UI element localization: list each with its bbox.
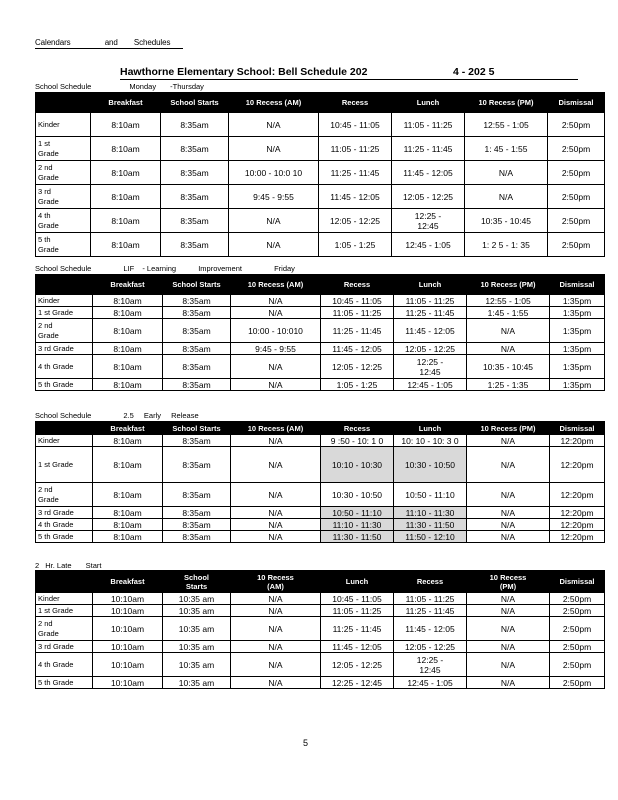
cell-10-recess-am: N/A — [229, 137, 319, 161]
cell-10-recess-pm: N/A — [467, 617, 550, 641]
label-part: Improvement — [198, 264, 242, 273]
label-part: Hr. Late — [45, 561, 72, 570]
section-label — [35, 82, 204, 91]
cell-10-recess-am: 9:45 - 9:55 — [231, 343, 321, 355]
cell-lunch: 11:45 - 12:05 — [392, 161, 465, 185]
cell-lunch: 12:05 - 12:25 — [392, 185, 465, 209]
cell-lunch: 11:50 - 12:10 — [394, 531, 467, 543]
grade-cell: Kinder — [36, 593, 93, 605]
table-row — [36, 295, 605, 307]
cell-10-recess-pm: 1: 45 - 1:55 — [465, 137, 548, 161]
header-word: Schedules — [133, 38, 171, 47]
page-title — [120, 66, 578, 80]
cell-lunch: 12:45 - 1:05 — [394, 379, 467, 391]
cell-dismissal: 2:50pm — [548, 185, 605, 209]
cell-breakfast: 8:10am — [91, 209, 161, 233]
column-header-lunch: Lunch — [392, 93, 465, 113]
label-part: Start — [85, 561, 102, 570]
cell-dismissal: 2:50pm — [548, 137, 605, 161]
cell-10-recess-am: N/A — [231, 355, 321, 379]
label-part: 2 — [35, 561, 40, 570]
cell-recess: 11:05 - 11:25 — [319, 137, 392, 161]
cell-10-recess-pm: 1: 2 5 - 1: 35 — [465, 233, 548, 257]
cell-dismissal: 12:20pm — [550, 507, 605, 519]
cell-lunch: 10:45 - 11:05 — [321, 593, 394, 605]
cell-school-starts: 8:35am — [161, 161, 229, 185]
cell-dismissal: 1:35pm — [550, 343, 605, 355]
cell-lunch: 12:05 - 12:25 — [394, 343, 467, 355]
grade-cell: 4 th Grade — [36, 209, 91, 233]
cell-lunch: 11:05 - 11:25 — [392, 113, 465, 137]
cell-10-recess-pm: N/A — [467, 319, 550, 343]
cell-10-recess-pm: 10:35 - 10:45 — [465, 209, 548, 233]
cell-breakfast: 8:10am — [93, 507, 163, 519]
column-header-lunch: Lunch — [394, 275, 467, 295]
cell-10-recess-am: N/A — [231, 435, 321, 447]
cell-dismissal: 2:50pm — [550, 677, 605, 689]
cell-dismissal: 1:35pm — [550, 295, 605, 307]
cell-10-recess-pm: N/A — [467, 593, 550, 605]
cell-dismissal: 2:50pm — [550, 605, 605, 617]
cell-dismissal: 12:20pm — [550, 531, 605, 543]
cell-breakfast: 8:10am — [93, 379, 163, 391]
cell-lunch: 11:10 - 11:30 — [394, 507, 467, 519]
label-part: School Schedule — [35, 264, 92, 273]
cell-dismissal: 2:50pm — [550, 617, 605, 641]
cell-breakfast: 8:10am — [91, 137, 161, 161]
cell-recess: 10:30 - 10:50 — [321, 483, 394, 507]
grade-cell: 3 rd Grade — [36, 185, 91, 209]
cell-10-recess-am: N/A — [231, 593, 321, 605]
cell-school-starts: 8:35am — [163, 295, 231, 307]
grade-cell: 5 th Grade — [36, 531, 93, 543]
column-header-10-recess-am: 10 Recess (AM) — [231, 275, 321, 295]
cell-lunch: 11:30 - 11:50 — [394, 519, 467, 531]
cell-recess: 12:45 - 1:05 — [394, 677, 467, 689]
table-row — [36, 137, 605, 161]
cell-10-recess-pm: N/A — [467, 653, 550, 677]
cell-school-starts: 10:35 am — [163, 605, 231, 617]
cell-10-recess-pm: N/A — [467, 507, 550, 519]
cell-lunch: 12:25 - 12:45 — [321, 677, 394, 689]
cell-10-recess-pm: N/A — [467, 531, 550, 543]
header-row — [36, 275, 605, 295]
cell-10-recess-pm: 12:55 - 1:05 — [467, 295, 550, 307]
cell-school-starts: 8:35am — [163, 447, 231, 483]
cell-lunch: 12:05 - 12:25 — [321, 653, 394, 677]
cell-lunch: 10:30 - 10:50 — [394, 447, 467, 483]
cell-dismissal: 2:50pm — [548, 233, 605, 257]
cell-10-recess-am: N/A — [229, 113, 319, 137]
cell-10-recess-am: 9:45 - 9:55 — [229, 185, 319, 209]
cell-10-recess-am: N/A — [231, 519, 321, 531]
label-part: Release — [171, 411, 199, 420]
section-label — [35, 561, 101, 570]
table-row — [36, 507, 605, 519]
column-header-breakfast: Breakfast — [93, 275, 163, 295]
cell-school-starts: 8:35am — [163, 435, 231, 447]
cell-school-starts: 10:35 am — [163, 593, 231, 605]
cell-breakfast: 8:10am — [93, 519, 163, 531]
cell-recess: 9 :50 - 10: 1 0 — [321, 435, 394, 447]
cell-school-starts: 8:35am — [161, 113, 229, 137]
cell-recess: 11:45 - 12:05 — [394, 617, 467, 641]
table-row — [36, 483, 605, 507]
column-header-10-recess-pm: 10 Recess (PM) — [467, 422, 550, 435]
label-part: Early — [143, 411, 162, 420]
table-row — [36, 593, 605, 605]
cell-recess: 10:10 - 10:30 — [321, 447, 394, 483]
cell-school-starts: 10:35 am — [163, 641, 231, 653]
table-row — [36, 519, 605, 531]
header-row — [36, 571, 605, 593]
table-row — [36, 209, 605, 233]
cell-recess: 11:25 - 11:45 — [319, 161, 392, 185]
table-row — [36, 161, 605, 185]
column-header-recess: Recess — [394, 571, 467, 593]
table-row — [36, 653, 605, 677]
cell-recess: 11:10 - 11:30 — [321, 519, 394, 531]
table-row — [36, 641, 605, 653]
cell-10-recess-am: N/A — [231, 507, 321, 519]
label-part: School Schedule — [35, 411, 92, 420]
column-header-school-starts: School Starts — [163, 571, 231, 593]
cell-10-recess-pm: 10:35 - 10:45 — [467, 355, 550, 379]
cell-breakfast: 10:10am — [93, 641, 163, 653]
cell-recess: 10:45 - 11:05 — [321, 295, 394, 307]
column-header-10-recess-pm: 10 Recess (PM) — [465, 93, 548, 113]
cell-school-starts: 8:35am — [161, 185, 229, 209]
column-header-10-recess-am: 10 Recess (AM) — [231, 422, 321, 435]
schedule-table — [35, 92, 605, 257]
label-part: Friday — [274, 264, 295, 273]
table-row — [36, 435, 605, 447]
column-header-recess: Recess — [321, 422, 394, 435]
cell-school-starts: 8:35am — [163, 343, 231, 355]
cell-10-recess-am: N/A — [231, 641, 321, 653]
column-header-blank — [36, 571, 93, 593]
cell-school-starts: 10:35 am — [163, 677, 231, 689]
cell-breakfast: 8:10am — [93, 319, 163, 343]
cell-breakfast: 8:10am — [93, 531, 163, 543]
cell-lunch: 11:05 - 11:25 — [321, 605, 394, 617]
column-header-dismissal: Dismissal — [550, 571, 605, 593]
cell-school-starts: 8:35am — [163, 307, 231, 319]
cell-dismissal: 2:50pm — [550, 593, 605, 605]
grade-cell: 1 st Grade — [36, 137, 91, 161]
grade-cell: 5 th Grade — [36, 677, 93, 689]
cell-lunch: 12:25 - 12:45 — [394, 355, 467, 379]
cell-dismissal: 1:35pm — [550, 307, 605, 319]
grade-cell: 5 th Grade — [36, 379, 93, 391]
grade-cell: 2 nd Grade — [36, 617, 93, 641]
cell-lunch: 11:45 - 12:05 — [394, 319, 467, 343]
cell-recess: 12:05 - 12:25 — [394, 641, 467, 653]
column-header-lunch: Lunch — [321, 571, 394, 593]
cell-breakfast: 10:10am — [93, 653, 163, 677]
cell-recess: 11:30 - 11:50 — [321, 531, 394, 543]
label-part: 2.5 — [123, 411, 134, 420]
table-row — [36, 447, 605, 483]
cell-recess: 11:25 - 11:45 — [321, 319, 394, 343]
grade-cell: 2 nd Grade — [36, 161, 91, 185]
grade-cell: 2 nd Grade — [36, 483, 93, 507]
cell-breakfast: 10:10am — [93, 677, 163, 689]
cell-breakfast: 8:10am — [93, 307, 163, 319]
table-row — [36, 677, 605, 689]
cell-10-recess-am: N/A — [231, 447, 321, 483]
column-header-blank — [36, 422, 93, 435]
cell-10-recess-am: N/A — [229, 209, 319, 233]
cell-breakfast: 10:10am — [93, 605, 163, 617]
label-part: LIF — [123, 264, 135, 273]
cell-lunch: 12:25 - 12:45 — [392, 209, 465, 233]
cell-school-starts: 8:35am — [161, 233, 229, 257]
header-row — [36, 422, 605, 435]
cell-school-starts: 8:35am — [161, 209, 229, 233]
cell-10-recess-am: N/A — [231, 531, 321, 543]
cell-dismissal: 2:50pm — [548, 113, 605, 137]
table-row — [36, 355, 605, 379]
cell-10-recess-pm: N/A — [467, 483, 550, 507]
column-header-recess: Recess — [321, 275, 394, 295]
grade-cell: Kinder — [36, 113, 91, 137]
cell-recess: 10:45 - 11:05 — [319, 113, 392, 137]
cell-lunch: 11:25 - 11:45 — [321, 617, 394, 641]
cell-recess: 12:25 - 12:45 — [394, 653, 467, 677]
cell-breakfast: 8:10am — [93, 435, 163, 447]
cell-10-recess-pm: N/A — [465, 161, 548, 185]
cell-school-starts: 8:35am — [163, 355, 231, 379]
cell-breakfast: 8:10am — [91, 161, 161, 185]
cell-school-starts: 8:35am — [163, 507, 231, 519]
section-label — [35, 411, 199, 420]
cell-dismissal: 12:20pm — [550, 447, 605, 483]
grade-cell: 1 st Grade — [36, 605, 93, 617]
grade-cell: 1 st Grade — [36, 447, 93, 483]
cell-10-recess-am: N/A — [231, 605, 321, 617]
cell-breakfast: 8:10am — [93, 483, 163, 507]
cell-lunch: 10: 10 - 10: 3 0 — [394, 435, 467, 447]
cell-10-recess-pm: N/A — [465, 185, 548, 209]
table-row — [36, 605, 605, 617]
column-header-blank — [36, 93, 91, 113]
grade-cell: 5 th Grade — [36, 233, 91, 257]
column-header-school-starts: School Starts — [161, 93, 229, 113]
label-part: School Schedule — [35, 82, 92, 91]
cell-dismissal: 2:50pm — [548, 209, 605, 233]
column-header-school-starts: School Starts — [163, 422, 231, 435]
table-row — [36, 307, 605, 319]
column-header-blank — [36, 275, 93, 295]
column-header-dismissal: Dismissal — [548, 93, 605, 113]
cell-breakfast: 8:10am — [91, 185, 161, 209]
cell-10-recess-am: N/A — [231, 295, 321, 307]
cell-recess: 12:05 - 12:25 — [321, 355, 394, 379]
title-main: Hawthorne Elementary School: Bell Schedule 202 — [120, 66, 368, 78]
cell-school-starts: 8:35am — [161, 137, 229, 161]
cell-school-starts: 10:35 am — [163, 653, 231, 677]
column-header-10-recess-am: 10 Recess (AM) — [231, 571, 321, 593]
column-header-breakfast: Breakfast — [93, 422, 163, 435]
schedule-table — [35, 570, 605, 689]
schedule-table — [35, 421, 605, 543]
table-row — [36, 185, 605, 209]
cell-10-recess-am: N/A — [231, 307, 321, 319]
cell-breakfast: 8:10am — [91, 113, 161, 137]
column-header-10-recess-pm: 10 Recess (PM) — [467, 275, 550, 295]
cell-lunch: 11:25 - 11:45 — [392, 137, 465, 161]
grade-cell: 2 nd Grade — [36, 319, 93, 343]
table-row — [36, 617, 605, 641]
cell-10-recess-pm: N/A — [467, 447, 550, 483]
cell-breakfast: 8:10am — [93, 447, 163, 483]
cell-10-recess-pm: N/A — [467, 343, 550, 355]
column-header-10-recess-am: 10 Recess (AM) — [229, 93, 319, 113]
cell-breakfast: 10:10am — [93, 593, 163, 605]
column-header-recess: Recess — [319, 93, 392, 113]
cell-breakfast: 10:10am — [93, 617, 163, 641]
cell-lunch: 11:05 - 11:25 — [394, 295, 467, 307]
cell-school-starts: 10:35 am — [163, 617, 231, 641]
grade-cell: 3 rd Grade — [36, 641, 93, 653]
title-year: 4 - 202 5 — [453, 66, 495, 78]
label-part: - Learning — [142, 264, 177, 273]
cell-dismissal: 1:35pm — [550, 319, 605, 343]
table-row — [36, 113, 605, 137]
grade-cell: 1 st Grade — [36, 307, 93, 319]
cell-10-recess-pm: N/A — [467, 677, 550, 689]
cell-breakfast: 8:10am — [93, 355, 163, 379]
cell-dismissal: 1:35pm — [550, 355, 605, 379]
grade-cell: Kinder — [36, 435, 93, 447]
schedule-table — [35, 274, 605, 391]
table-row — [36, 343, 605, 355]
cell-lunch: 11:45 - 12:05 — [321, 641, 394, 653]
cell-lunch: 10:50 - 11:10 — [394, 483, 467, 507]
cell-10-recess-am: N/A — [229, 233, 319, 257]
cell-recess: 11:05 - 11:25 — [321, 307, 394, 319]
table-row — [36, 319, 605, 343]
grade-cell: 4 th Grade — [36, 519, 93, 531]
cell-10-recess-pm: 1:45 - 1:55 — [467, 307, 550, 319]
label-part: -Thursday — [170, 82, 204, 91]
column-header-lunch: Lunch — [394, 422, 467, 435]
cell-recess: 11:05 - 11:25 — [394, 593, 467, 605]
header-word: Calendars — [35, 38, 71, 47]
cell-dismissal: 2:50pm — [548, 161, 605, 185]
cell-10-recess-am: 10:00 - 10:0 10 — [229, 161, 319, 185]
cell-10-recess-pm: N/A — [467, 519, 550, 531]
cell-dismissal: 12:20pm — [550, 519, 605, 531]
cell-dismissal: 1:35pm — [550, 379, 605, 391]
cell-10-recess-am: N/A — [231, 483, 321, 507]
cell-10-recess-am: N/A — [231, 653, 321, 677]
cell-recess: 11:25 - 11:45 — [394, 605, 467, 617]
cell-breakfast: 8:10am — [93, 343, 163, 355]
grade-cell: 4 th Grade — [36, 653, 93, 677]
cell-recess: 10:50 - 11:10 — [321, 507, 394, 519]
cell-10-recess-am: N/A — [231, 617, 321, 641]
cell-lunch: 12:45 - 1:05 — [392, 233, 465, 257]
grade-cell: 4 th Grade — [36, 355, 93, 379]
cell-breakfast: 8:10am — [93, 295, 163, 307]
document-header — [35, 38, 183, 49]
cell-school-starts: 8:35am — [163, 483, 231, 507]
cell-recess: 11:45 - 12:05 — [319, 185, 392, 209]
cell-10-recess-pm: N/A — [467, 641, 550, 653]
grade-cell: 3 rd Grade — [36, 343, 93, 355]
header-word: and — [104, 38, 118, 47]
grade-cell: Kinder — [36, 295, 93, 307]
table-row — [36, 531, 605, 543]
cell-school-starts: 8:35am — [163, 379, 231, 391]
cell-lunch: 11:25 - 11:45 — [394, 307, 467, 319]
cell-school-starts: 8:35am — [163, 319, 231, 343]
cell-recess: 1:05 - 1:25 — [321, 379, 394, 391]
cell-10-recess-pm: N/A — [467, 605, 550, 617]
grade-cell: 3 rd Grade — [36, 507, 93, 519]
cell-10-recess-pm: N/A — [467, 435, 550, 447]
table-row — [36, 233, 605, 257]
cell-10-recess-am: N/A — [231, 379, 321, 391]
column-header-breakfast: Breakfast — [91, 93, 161, 113]
label-part: Monday — [129, 82, 157, 91]
cell-dismissal: 2:50pm — [550, 641, 605, 653]
header-row — [36, 93, 605, 113]
cell-dismissal: 2:50pm — [550, 653, 605, 677]
section-label — [35, 264, 295, 273]
column-header-breakfast: Breakfast — [93, 571, 163, 593]
cell-10-recess-pm: 12:55 - 1:05 — [465, 113, 548, 137]
cell-recess: 11:45 - 12:05 — [321, 343, 394, 355]
cell-recess: 12:05 - 12:25 — [319, 209, 392, 233]
column-header-dismissal: Dismissal — [550, 275, 605, 295]
cell-school-starts: 8:35am — [163, 519, 231, 531]
cell-dismissal: 12:20pm — [550, 435, 605, 447]
cell-dismissal: 12:20pm — [550, 483, 605, 507]
page-number: 5 — [303, 738, 309, 748]
table-row — [36, 379, 605, 391]
column-header-school-starts: School Starts — [163, 275, 231, 295]
cell-10-recess-am: N/A — [231, 677, 321, 689]
column-header-dismissal: Dismissal — [550, 422, 605, 435]
cell-recess: 1:05 - 1:25 — [319, 233, 392, 257]
column-header-10-recess-pm: 10 Recess (PM) — [467, 571, 550, 593]
cell-10-recess-am: 10:00 - 10:010 — [231, 319, 321, 343]
cell-breakfast: 8:10am — [91, 233, 161, 257]
cell-school-starts: 8:35am — [163, 531, 231, 543]
cell-10-recess-pm: 1:25 - 1:35 — [467, 379, 550, 391]
